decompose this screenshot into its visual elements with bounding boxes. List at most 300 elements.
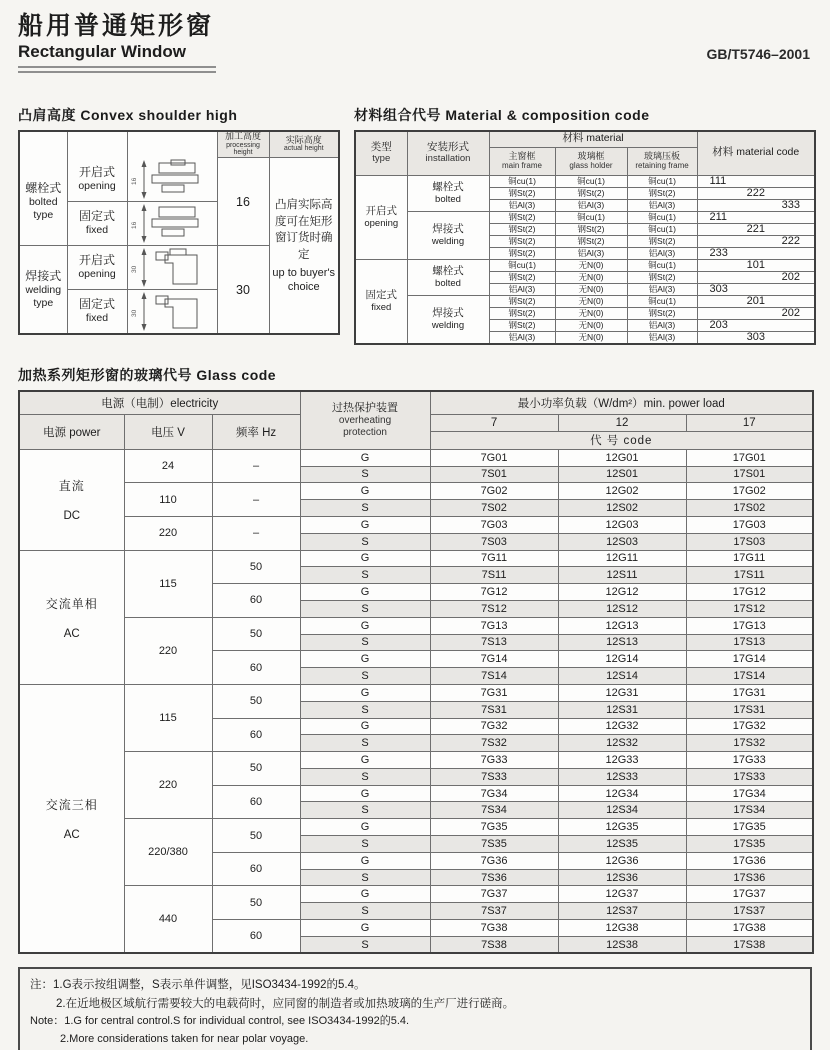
power-label-zh: 交流单相	[45, 596, 98, 611]
protection-type-cell: S	[300, 836, 430, 853]
page-title-zh: 船用普通矩形窗	[18, 12, 215, 40]
protection-type-cell: G	[300, 449, 430, 466]
glass-code-cell: 7S01	[430, 466, 558, 483]
material-cell: 钢St(2)	[489, 319, 555, 331]
frequency-cell: 50	[212, 550, 300, 584]
shoulder-section	[18, 105, 340, 335]
header-label-en: retaining frame	[635, 160, 689, 170]
glass-section-title: 加热系列矩形窗的玻璃代号 Glass code	[18, 366, 277, 383]
section-diagram-drawing	[129, 202, 215, 245]
glass-code-cell: 12S13	[558, 634, 686, 651]
glass-code-row	[19, 516, 813, 533]
label-en: fixed	[85, 224, 109, 237]
actual-height-header	[269, 131, 339, 158]
glass-code-cell: 7G14	[430, 651, 558, 668]
material-cell: 铜cu(1)	[627, 295, 697, 307]
glass-code-row	[19, 550, 813, 567]
material-cell: 无N(0)	[555, 331, 627, 344]
glass-code-cell: 7S02	[430, 500, 558, 517]
glass-code-row	[19, 617, 813, 634]
processing-height-value: 16	[217, 158, 269, 246]
material-cell: 钢St(2)	[555, 223, 627, 235]
glass-code-cell: 17G36	[686, 852, 813, 869]
material-code-cell: 333	[697, 199, 815, 211]
material-code-cell: 303	[697, 331, 815, 344]
glass-code-cell: 7S35	[430, 836, 558, 853]
protection-type-cell: S	[300, 768, 430, 785]
material-code-cell: 202	[697, 271, 815, 283]
frequency-cell: 60	[212, 584, 300, 618]
label-en: bolted	[435, 193, 461, 205]
glass-code-cell: 12G32	[558, 718, 686, 735]
mode-cell	[67, 202, 127, 246]
header-label-en: installation	[425, 152, 471, 164]
glass-code-cell: 17G14	[686, 651, 813, 668]
material-cell: 钢St(2)	[489, 187, 555, 199]
material-row	[355, 259, 815, 271]
glass-code-cell: 7G32	[430, 718, 558, 735]
glass-code-cell: 7G35	[430, 819, 558, 836]
note-line-en-1: Note：1.G for central control.S for individual control, see ISO3434-1992的5.4.	[30, 1014, 410, 1027]
frequency-cell: –	[212, 516, 300, 550]
glass-code-cell: 17S03	[686, 533, 813, 550]
glass-code-cell: 12S03	[558, 533, 686, 550]
glass-code-cell: 7S32	[430, 735, 558, 752]
frequency-cell: –	[212, 449, 300, 483]
material-code-cell: 303	[697, 283, 815, 295]
svg-text:16: 16	[131, 177, 138, 185]
glass-code-cell: 17S11	[686, 567, 813, 584]
voltage-cell: 115	[124, 550, 212, 617]
glass-code-cell: 17S38	[686, 936, 813, 953]
material-code-cell: 211	[697, 211, 815, 223]
voltage-cell: 220	[124, 516, 212, 550]
diagram-cell	[127, 158, 217, 202]
section-diagram-drawing	[129, 246, 215, 289]
load-12-header: 12	[558, 414, 686, 431]
protection-type-cell: S	[300, 735, 430, 752]
installation-column-header	[407, 131, 489, 176]
section-diagram-drawing	[129, 158, 215, 201]
material-cell: 无N(0)	[555, 259, 627, 271]
frequency-cell: 50	[212, 617, 300, 651]
protection-type-cell: S	[300, 567, 430, 584]
protection-type-cell: G	[300, 483, 430, 500]
material-cell: 钢St(2)	[489, 223, 555, 235]
svg-text:30: 30	[131, 265, 138, 274]
glass-code-cell: 17G34	[686, 785, 813, 802]
glass-code-cell: 17G01	[686, 449, 813, 466]
glass-code-row	[19, 819, 813, 836]
material-cell: 钢St(2)	[627, 187, 697, 199]
protection-type-cell: S	[300, 634, 430, 651]
voltage-cell: 110	[124, 483, 212, 517]
voltage-column-header: 电压 V	[124, 414, 212, 449]
material-cell: 铜cu(1)	[489, 259, 555, 271]
material-group-header: 材料 material	[489, 131, 697, 148]
frequency-cell: 60	[212, 718, 300, 752]
material-code-cell: 222	[697, 187, 815, 199]
label-en: opening	[78, 180, 116, 193]
material-row	[355, 175, 815, 187]
notes-box	[18, 967, 812, 1050]
material-cell: 铝Al(3)	[627, 319, 697, 331]
label-en: welding	[431, 235, 465, 247]
power-label-en: AC	[63, 829, 80, 842]
material-section-title: 材料组合代号 Material & composition code	[354, 106, 650, 123]
blank-cell	[19, 131, 67, 158]
glass-code-cell: 12G37	[558, 886, 686, 903]
note-line-zh-1: 注：1.G表示按组调整，S表示单件调整，见ISO3434-1992的5.4。	[30, 979, 366, 992]
protection-type-cell: G	[300, 785, 430, 802]
glass-code-cell: 12G12	[558, 584, 686, 601]
frequency-cell: 60	[212, 651, 300, 685]
glass-code-cell: 7S38	[430, 936, 558, 953]
material-cell: 无N(0)	[555, 295, 627, 307]
glass-code-cell: 17G11	[686, 550, 813, 567]
glass-code-cell: 12G34	[558, 785, 686, 802]
protection-type-cell: G	[300, 550, 430, 567]
material-code-cell: 222	[697, 235, 815, 247]
glass-code-cell: 12S12	[558, 600, 686, 617]
glass-code-cell: 7G37	[430, 886, 558, 903]
protection-type-cell: S	[300, 936, 430, 953]
glass-code-cell: 17G03	[686, 516, 813, 533]
material-code-cell: 101	[697, 259, 815, 271]
glass-code-cell: 7G13	[430, 617, 558, 634]
load-17-header: 17	[686, 414, 813, 431]
glass-code-cell: 12G36	[558, 852, 686, 869]
installation-cell	[407, 175, 489, 211]
label-zh: 焊接式	[432, 306, 464, 319]
shoulder-header-row	[19, 131, 339, 158]
label-zh: 焊接式	[25, 268, 62, 283]
protection-type-cell: S	[300, 668, 430, 685]
label-zh: 螺栓式	[25, 180, 62, 195]
material-cell: 钢St(2)	[489, 271, 555, 283]
voltage-cell: 220	[124, 752, 212, 819]
protection-type-cell: G	[300, 752, 430, 769]
frequency-cell: 60	[212, 785, 300, 819]
voltage-cell: 440	[124, 886, 212, 953]
protection-type-cell: G	[300, 852, 430, 869]
label-zh: 开启式	[78, 164, 115, 179]
blank-cell	[67, 131, 127, 158]
voltage-cell: 220/380	[124, 819, 212, 886]
material-cell: 铝Al(3)	[627, 247, 697, 259]
material-cell: 钢St(2)	[489, 211, 555, 223]
header-label-zh: 电源	[42, 426, 66, 439]
glass-code-cell: 12G33	[558, 752, 686, 769]
glass-code-cell: 12G14	[558, 651, 686, 668]
protection-type-cell: G	[300, 651, 430, 668]
shoulder-table	[18, 130, 340, 335]
header-label-en: glass holder	[569, 160, 613, 170]
glass-code-cell: 12S31	[558, 701, 686, 718]
diagram-cell	[127, 202, 217, 246]
header-label-en: overheating	[338, 415, 392, 427]
material-cell: 钢St(2)	[489, 295, 555, 307]
glass-code-cell: 12S38	[558, 936, 686, 953]
installation-cell	[407, 295, 489, 344]
protection-type-cell: S	[300, 533, 430, 550]
protection-type-cell: S	[300, 903, 430, 920]
label-zh: 固定式	[78, 296, 115, 311]
glass-code-cell: 7G36	[430, 852, 558, 869]
section-diagram-drawing	[129, 290, 215, 333]
header-label-en: processing height	[226, 141, 260, 157]
power-label-en: DC	[63, 510, 81, 523]
page-title-en: Rectangular Window	[18, 41, 186, 61]
material-cell: 铜cu(1)	[627, 259, 697, 271]
material-cell: 铝Al(3)	[627, 199, 697, 211]
material-cell: 铝Al(3)	[627, 283, 697, 295]
glass-code-cell: 7S37	[430, 903, 558, 920]
header-label-zh: 玻璃压板	[644, 150, 681, 161]
header-label-en: protection	[343, 426, 387, 438]
label-zh: 开启式	[78, 252, 115, 267]
glass-code-cell: 7G02	[430, 483, 558, 500]
glass-code-cell: 17G12	[686, 584, 813, 601]
glass-code-cell: 12S33	[558, 768, 686, 785]
shoulder-row	[19, 158, 339, 202]
glass-code-cell: 7S13	[430, 634, 558, 651]
retaining-frame-header	[627, 147, 697, 175]
diagram-cell	[127, 290, 217, 335]
svg-text:16: 16	[131, 221, 138, 230]
material-cell: 铜cu(1)	[627, 223, 697, 235]
material-cell: 铝Al(3)	[627, 331, 697, 344]
processing-height-header	[217, 131, 269, 158]
protection-type-cell: S	[300, 500, 430, 517]
glass-code-cell: 17G38	[686, 920, 813, 937]
material-cell: 无N(0)	[555, 271, 627, 283]
label-zh: 螺栓式	[432, 264, 464, 277]
frequency-column-header: 频率 Hz	[212, 414, 300, 449]
header-label-zh: 过热保护装置	[332, 402, 399, 415]
glass-code-cell: 17G35	[686, 819, 813, 836]
glass-code-cell: 7S03	[430, 533, 558, 550]
glass-code-cell: 7S36	[430, 869, 558, 886]
material-code-cell: 203	[697, 319, 815, 331]
blank-cell	[127, 131, 217, 158]
label-en: welding type	[25, 283, 62, 310]
material-section	[354, 105, 816, 345]
overheating-protection-header	[300, 391, 430, 450]
label-en: opening	[78, 268, 116, 281]
glass-code-row	[19, 449, 813, 466]
glass-code-cell: 17S31	[686, 701, 813, 718]
frequency-cell: –	[212, 483, 300, 517]
note-zh: 凸肩实际高度可在矩形窗订货时确定	[275, 198, 333, 261]
electricity-group-header: 电源（电制）electricity	[19, 391, 300, 415]
note-line-en-2: 2.More considerations taken for near polar voyage.	[60, 1032, 309, 1045]
glass-code-cell: 12G31	[558, 684, 686, 701]
power-cell	[19, 684, 124, 953]
glass-code-cell: 7G31	[430, 684, 558, 701]
window-type-cell	[19, 246, 67, 335]
material-cell: 钢St(2)	[555, 235, 627, 247]
glass-code-cell: 7G33	[430, 752, 558, 769]
frequency-cell: 50	[212, 819, 300, 853]
glass-code-cell: 17S14	[686, 668, 813, 685]
protection-type-cell: G	[300, 617, 430, 634]
upper-section	[18, 105, 812, 345]
glass-code-cell: 12G35	[558, 819, 686, 836]
glass-code-cell: 17S37	[686, 903, 813, 920]
voltage-cell: 220	[124, 617, 212, 684]
glass-code-cell: 7G03	[430, 516, 558, 533]
material-code-cell: 221	[697, 223, 815, 235]
mode-cell	[67, 290, 127, 335]
glass-code-cell: 12S34	[558, 802, 686, 819]
glass-code-cell: 17S12	[686, 600, 813, 617]
shoulder-section-title: 凸肩高度 Convex shoulder high	[18, 106, 238, 123]
material-code-cell: 111	[697, 175, 815, 187]
glass-code-cell: 17S35	[686, 836, 813, 853]
glass-code-cell: 17S01	[686, 466, 813, 483]
material-code-cell: 233	[697, 247, 815, 259]
glass-code-cell: 17G31	[686, 684, 813, 701]
protection-type-cell: S	[300, 701, 430, 718]
material-code-cell: 201	[697, 295, 815, 307]
label-en: fixed	[371, 301, 392, 313]
glass-code-cell: 12S11	[558, 567, 686, 584]
glass-code-cell: 12S36	[558, 869, 686, 886]
note-line-zh-2: 2.在近地极区域航行需要较大的电载荷时，应同窗的制造者或加热玻璃的生产厂进行磋商。	[56, 997, 515, 1010]
type-cell	[355, 175, 407, 259]
material-cell: 铝Al(3)	[555, 247, 627, 259]
protection-type-cell: G	[300, 920, 430, 937]
installation-cell	[407, 259, 489, 295]
header-label-zh: 玻璃框	[577, 150, 605, 161]
glass-code-cell: 12S32	[558, 735, 686, 752]
glass-code-cell: 12G01	[558, 449, 686, 466]
title-double-rule	[18, 66, 216, 73]
glass-code-cell: 17S13	[686, 634, 813, 651]
label-zh: 焊接式	[432, 222, 464, 235]
material-cell: 铜cu(1)	[627, 211, 697, 223]
header-label-en: type	[372, 152, 391, 164]
glass-code-cell: 12G02	[558, 483, 686, 500]
glass-code-cell: 7G11	[430, 550, 558, 567]
label-en: opening	[364, 217, 399, 229]
header-label-zh: 主窗框	[508, 150, 536, 161]
protection-type-cell: G	[300, 516, 430, 533]
frequency-cell: 60	[212, 920, 300, 954]
glass-code-cell: 12G13	[558, 617, 686, 634]
note-en: up to buyer's choice	[272, 266, 336, 293]
label-en: bolted type	[28, 195, 58, 221]
material-cell: 铝Al(3)	[489, 199, 555, 211]
standard-code: GB/T5746–2001	[706, 46, 810, 62]
material-cell: 钢St(2)	[555, 187, 627, 199]
material-cell: 钢St(2)	[627, 235, 697, 247]
material-cell: 钢St(2)	[489, 247, 555, 259]
material-cell: 铜cu(1)	[555, 211, 627, 223]
glass-code-cell: 17G32	[686, 718, 813, 735]
glass-code-cell: 17S36	[686, 869, 813, 886]
material-cell: 铝Al(3)	[489, 331, 555, 344]
glass-code-cell: 12S02	[558, 500, 686, 517]
header-label-zh: 类型	[370, 141, 392, 154]
glass-code-cell: 17G33	[686, 752, 813, 769]
glass-code-cell: 12G03	[558, 516, 686, 533]
power-cell	[19, 550, 124, 684]
material-code-cell: 202	[697, 307, 815, 319]
type-cell	[355, 259, 407, 344]
glass-code-cell: 7S34	[430, 802, 558, 819]
glass-code-row	[19, 483, 813, 500]
glass-code-cell: 7G38	[430, 920, 558, 937]
protection-type-cell: G	[300, 819, 430, 836]
power-label-zh: 交流三相	[45, 798, 98, 813]
header-label-en: main frame	[501, 160, 542, 170]
installation-cell	[407, 211, 489, 259]
glass-code-cell: 7G12	[430, 584, 558, 601]
protection-type-cell: S	[300, 869, 430, 886]
glass-code-cell: 7G34	[430, 785, 558, 802]
label-en: welding	[431, 319, 465, 331]
material-cell: 无N(0)	[555, 283, 627, 295]
header-label-en: power	[69, 426, 101, 439]
protection-type-cell: G	[300, 684, 430, 701]
code-row-header: 代 号 code	[430, 431, 813, 449]
glass-code-cell: 17S02	[686, 500, 813, 517]
label-zh: 固定式	[365, 288, 397, 301]
glass-code-cell: 12G11	[558, 550, 686, 567]
material-cell: 钢St(2)	[489, 235, 555, 247]
label-zh: 螺栓式	[432, 180, 464, 193]
page-header	[18, 12, 812, 73]
glass-code-row	[19, 752, 813, 769]
protection-type-cell: S	[300, 466, 430, 483]
glass-code-row	[19, 684, 813, 701]
glass-code-section	[18, 365, 812, 954]
window-type-cell	[19, 158, 67, 246]
label-zh: 固定式	[78, 208, 115, 223]
glass-code-cell: 17S34	[686, 802, 813, 819]
power-label-en: AC	[63, 627, 80, 640]
header-label-en: actual height	[283, 145, 324, 153]
material-table	[354, 130, 816, 345]
voltage-cell: 24	[124, 449, 212, 483]
power-cell	[19, 449, 124, 550]
glass-code-cell: 7S31	[430, 701, 558, 718]
min-power-load-header: 最小功率负载（W/dm²）min. power load	[430, 391, 813, 415]
glass-code-cell: 7S14	[430, 668, 558, 685]
material-row	[355, 295, 815, 307]
label-zh: 开启式	[365, 204, 397, 217]
material-cell: 钢St(2)	[489, 307, 555, 319]
material-cell: 铜cu(1)	[627, 175, 697, 187]
material-cell: 铜cu(1)	[555, 175, 627, 187]
material-cell: 钢St(2)	[627, 307, 697, 319]
material-cell: 无N(0)	[555, 307, 627, 319]
glass-code-cell: 7S12	[430, 600, 558, 617]
mode-cell	[67, 158, 127, 202]
label-en: fixed	[85, 312, 109, 325]
glass-code-cell: 17G13	[686, 617, 813, 634]
material-cell: 钢St(2)	[627, 271, 697, 283]
material-cell: 铝Al(3)	[489, 283, 555, 295]
glass-code-cell: 12S37	[558, 903, 686, 920]
material-row	[355, 211, 815, 223]
header-label-zh: 实际高度	[285, 134, 322, 145]
mode-cell	[67, 246, 127, 290]
main-frame-header	[489, 147, 555, 175]
glass-code-cell: 7S33	[430, 768, 558, 785]
